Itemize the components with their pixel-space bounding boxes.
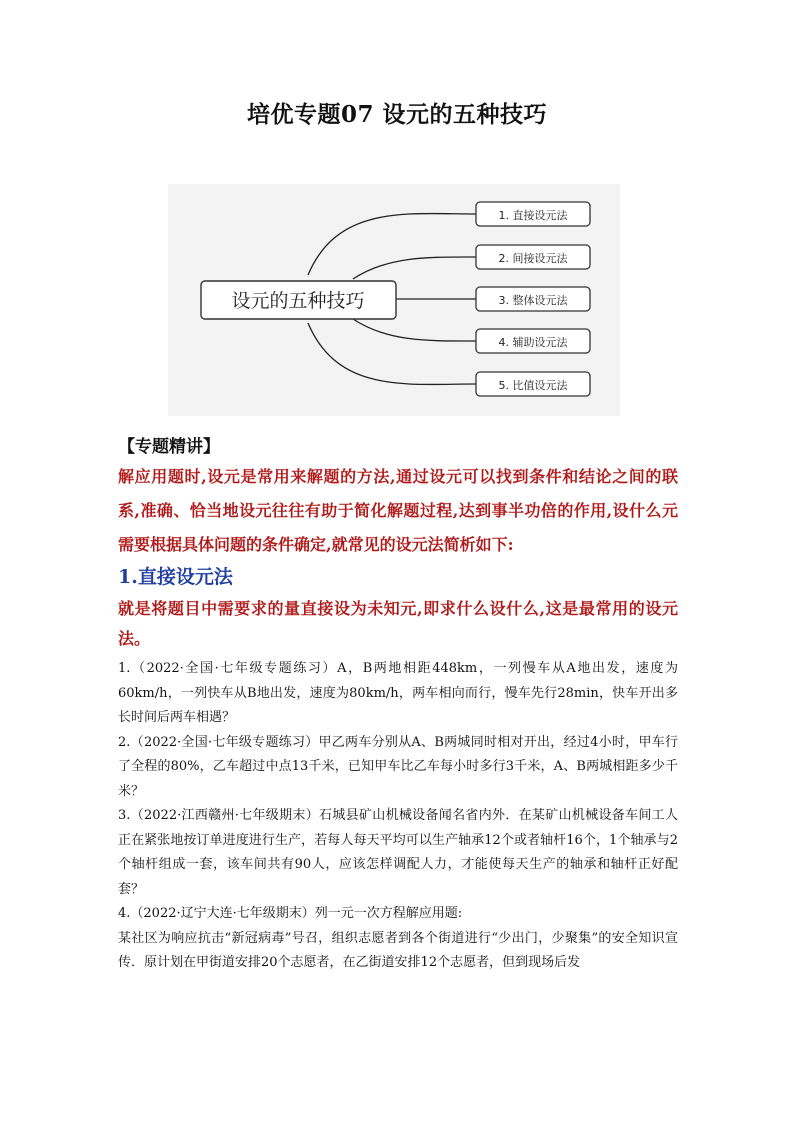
mind-map-diagram: [168, 184, 620, 416]
connector-4: [353, 319, 476, 341]
branch-label-4: 4. 辅助设元法: [498, 336, 568, 349]
branch-label-5: 5. 比值设元法: [498, 379, 568, 392]
branch-label-1: 1. 直接设元法: [498, 209, 568, 222]
branch-label-2: 2. 间接设元法: [498, 252, 568, 265]
problem-4-body: 某社区为响应抗击“新冠病毒”号召，组织志愿者到各个街道进行“少出门，少聚集”的安全知识宣传．原计划在甲街道安排20个志愿者，在乙街道安排12个志愿者，但到现场后发: [118, 930, 678, 970]
connector-5: [308, 323, 476, 384]
mind-map-center: 设元的五种技巧: [231, 290, 365, 312]
method-1-heading: 1.直接设元法: [118, 566, 233, 588]
connector-1: [308, 214, 476, 275]
section-heading: 【专题精讲】: [118, 437, 220, 457]
problem-1: 1.（2022·全国·七年级专题练习）A，B两地相距448km，一列慢车从A地出发，速度为60km/h，一列快车从B地出发，速度为80km/h，两车相向而行，慢车先行28min，快车开出多长时间后两车相遇？: [118, 661, 678, 725]
problem-3: 3.（2022·江西赣州·七年级期末）石城县矿山机械设备闻名省内外．在某矿山机械设备车间工人正在紧张地按订单进度进行生产，若每人每天平均可以生产轴承12个或者轴杆16个，1个轴承与2个轴杆组成一套，该车间共有90人，应该怎样调配人力，才能使每天生产的轴承和轴杆正好配套？: [118, 808, 678, 897]
mind-map-svg: [168, 184, 620, 416]
problem-4: 4.（2022·辽宁大连·七年级期末）列一元一次方程解应用题:: [118, 906, 463, 921]
connector-2: [353, 257, 476, 279]
page-title: 培优专题07 设元的五种技巧: [246, 101, 547, 128]
problem-2: 2.（2022·全国·七年级专题练习）甲乙两车分别从A、B两城同时相对开出，经过4小时，甲车行了全程的80%，乙车超过中点13千米，已知甲车比乙车每小时多行3千米，A、B两城相距多少千米？: [118, 734, 678, 799]
section-intro: 解应用题时,设元是常用来解题的方法,通过设元可以找到条件和结论之间的联系,准确、恰当地设元往往有助于简化解题过程,达到事半功倍的作用,设什么元需要根据具体问题的条件确定,就常见的设元法简析如下:: [118, 467, 678, 554]
branch-label-3: 3. 整体设元法: [498, 294, 568, 307]
method-1-definition: 就是将题目中需要求的量直接设为未知元,即求什么设什么,这是最常用的设元法。: [118, 599, 678, 648]
problem-list: [118, 657, 678, 976]
